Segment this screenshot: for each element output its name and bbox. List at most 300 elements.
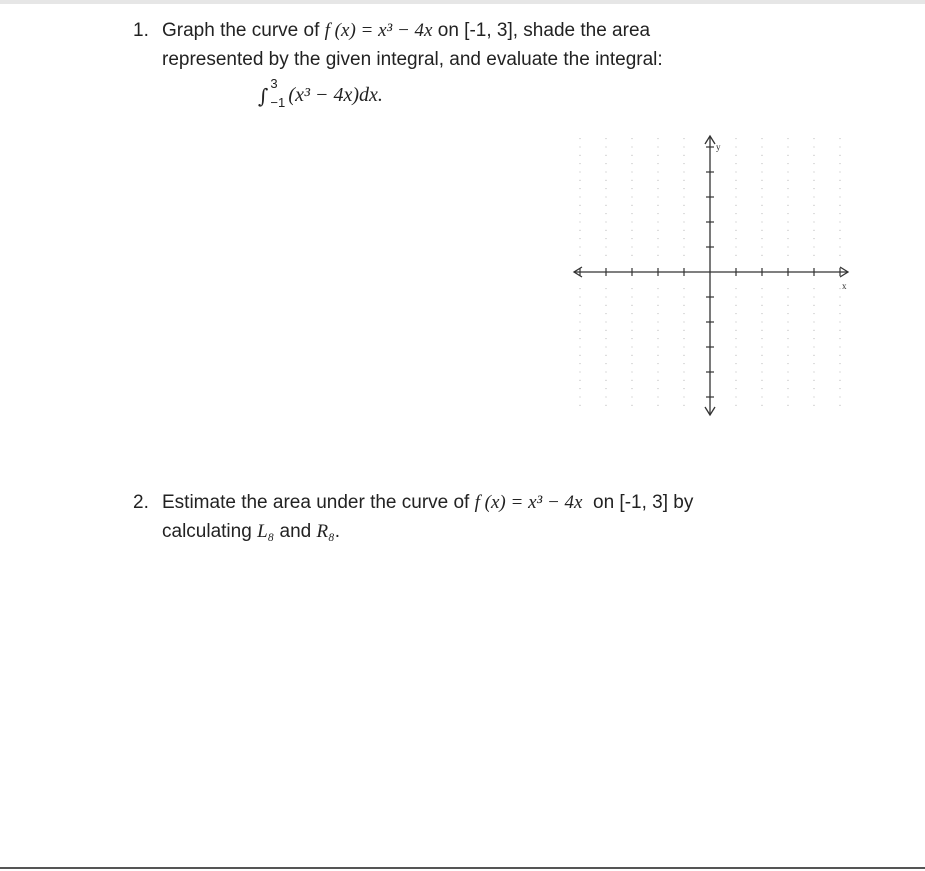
grid-dot [735, 146, 736, 147]
grid-dot [839, 338, 840, 339]
grid-dot [605, 163, 606, 164]
grid-dot [605, 171, 606, 172]
grid-dot [735, 221, 736, 222]
right-sum-symbol: R₈ [316, 521, 335, 542]
grid-dot [839, 405, 840, 406]
grid-dot [813, 196, 814, 197]
grid-dot [761, 355, 762, 356]
grid-dot [735, 388, 736, 389]
grid-dot [631, 380, 632, 381]
grid-dot [631, 188, 632, 189]
grid-dot [761, 196, 762, 197]
grid-dot [605, 138, 606, 139]
grid-dot [839, 196, 840, 197]
grid-dot [657, 313, 658, 314]
grid-dot [657, 371, 658, 372]
problem-1 [133, 16, 663, 74]
grid-dot [657, 346, 658, 347]
problem-1-suffix: on [-1, 3], shade the area [432, 20, 651, 41]
grid-dot [735, 346, 736, 347]
grid-dot [657, 180, 658, 181]
problem-1-number: 1. [133, 20, 149, 41]
axes [574, 136, 848, 415]
grid-dot [579, 196, 580, 197]
grid-dot [761, 238, 762, 239]
grid-dot [761, 288, 762, 289]
grid-dot [605, 355, 606, 356]
grid-dot [761, 363, 762, 364]
grid-dot [579, 146, 580, 147]
grid-dot [683, 188, 684, 189]
grid-dot [735, 238, 736, 239]
top-rule [0, 0, 925, 4]
grid-dot [657, 355, 658, 356]
grid-dot [631, 255, 632, 256]
grid-dot [787, 321, 788, 322]
grid-dot [735, 163, 736, 164]
grid-dot [683, 196, 684, 197]
grid-dot [631, 288, 632, 289]
grid-dot [813, 138, 814, 139]
grid-dot [735, 330, 736, 331]
grid-dot [813, 288, 814, 289]
grid-dot [735, 155, 736, 156]
grid-dot [735, 138, 736, 139]
grid-dot [657, 396, 658, 397]
grid-dot [605, 180, 606, 181]
grid-dot [631, 371, 632, 372]
problem-1-line-1 [162, 16, 663, 45]
grid-dot [787, 171, 788, 172]
problem-2-function: f (x) = x³ − 4x [474, 492, 583, 513]
grid-dot [787, 380, 788, 381]
grid-dot [657, 405, 658, 406]
y-axis-label: y [716, 142, 721, 152]
grid-dot [735, 213, 736, 214]
conjunction: and [274, 521, 317, 542]
x-axis-label: x [842, 281, 847, 291]
grid-dot [657, 230, 658, 231]
grid-dot [657, 171, 658, 172]
grid-dot [631, 363, 632, 364]
grid-dot [787, 355, 788, 356]
grid-dot [605, 188, 606, 189]
grid-dot [839, 163, 840, 164]
grid-dot [579, 296, 580, 297]
problem-2-prefix: Estimate the area under the curve of [162, 492, 475, 513]
grid-dot [683, 363, 684, 364]
grid-dot [605, 230, 606, 231]
grid-dot [839, 146, 840, 147]
grid-dot [735, 188, 736, 189]
grid-dot [813, 230, 814, 231]
grid-dot [605, 330, 606, 331]
grid-dot [657, 246, 658, 247]
grid-dot [787, 155, 788, 156]
problem-1-function: f (x) = x³ − 4x [324, 20, 433, 41]
grid-dot [579, 371, 580, 372]
grid-dot [657, 238, 658, 239]
grid-dot [657, 155, 658, 156]
grid-dot [683, 155, 684, 156]
grid-dot [605, 405, 606, 406]
grid-dot [813, 405, 814, 406]
grid-dot [761, 388, 762, 389]
grid-dot [683, 338, 684, 339]
grid-dot [579, 330, 580, 331]
grid-dot [787, 163, 788, 164]
grid-dot [761, 321, 762, 322]
grid-dot [579, 238, 580, 239]
grid-dot [761, 163, 762, 164]
grid-dot [657, 338, 658, 339]
grid-dot [839, 388, 840, 389]
grid-dot [683, 246, 684, 247]
grid-dot [813, 321, 814, 322]
grid-dot [813, 155, 814, 156]
grid-dot [683, 288, 684, 289]
grid-dot [683, 296, 684, 297]
grid-dot [761, 221, 762, 222]
grid-dot [605, 305, 606, 306]
grid-dot [787, 188, 788, 189]
grid-dot [605, 396, 606, 397]
grid-dot [605, 205, 606, 206]
grid-dot [579, 138, 580, 139]
grid-dot [761, 313, 762, 314]
grid-dot [579, 221, 580, 222]
grid-dot [605, 221, 606, 222]
grid-dot [631, 171, 632, 172]
grid-dot [813, 255, 814, 256]
grid-dot [839, 188, 840, 189]
grid-dot [839, 313, 840, 314]
problem-1-line-2: represented by the given integral, and evaluate the integral: [162, 49, 663, 70]
grid-dot [735, 288, 736, 289]
grid-dot [579, 363, 580, 364]
grid-dot [683, 313, 684, 314]
grid-dot [631, 388, 632, 389]
grid-dot [787, 238, 788, 239]
problem-2-line-2-prefix: calculating [162, 521, 258, 542]
grid-dot [579, 380, 580, 381]
grid-dot [735, 380, 736, 381]
grid-dot [631, 313, 632, 314]
grid-dot [761, 188, 762, 189]
grid-dot [787, 396, 788, 397]
grid-dot [813, 313, 814, 314]
grid-dot [761, 405, 762, 406]
grid-dot [605, 296, 606, 297]
grid-dot [761, 180, 762, 181]
grid-dot [787, 221, 788, 222]
grid-dot [683, 146, 684, 147]
grid-dot [683, 355, 684, 356]
grid-dot [605, 288, 606, 289]
grid-dot [761, 255, 762, 256]
grid-dot [605, 346, 606, 347]
grid-dot [839, 288, 840, 289]
grid-dot [787, 180, 788, 181]
grid-dot [735, 313, 736, 314]
grid-dot [813, 188, 814, 189]
grid-dot [605, 146, 606, 147]
grid-dot [761, 246, 762, 247]
grid-dot [631, 355, 632, 356]
grid-dot [579, 163, 580, 164]
grid-dot [839, 305, 840, 306]
grid-dot [579, 346, 580, 347]
grid-dot [813, 221, 814, 222]
grid-dot [683, 396, 684, 397]
grid-dot [579, 288, 580, 289]
grid-dot [761, 138, 762, 139]
integral-expression [258, 76, 383, 111]
grid-dot [787, 246, 788, 247]
grid-dot [839, 205, 840, 206]
grid-dot [683, 163, 684, 164]
grid-dot [683, 171, 684, 172]
grid-dot [657, 213, 658, 214]
grid-dot [683, 180, 684, 181]
grid-dot [813, 205, 814, 206]
grid-dot [839, 355, 840, 356]
grid-dot [761, 330, 762, 331]
grid-dot [605, 238, 606, 239]
grid-dot [657, 255, 658, 256]
problem-2-number: 2. [133, 492, 149, 513]
grid-dot [631, 330, 632, 331]
grid-dot [787, 196, 788, 197]
grid-dot [735, 355, 736, 356]
grid-dot [631, 213, 632, 214]
grid-dot [579, 321, 580, 322]
grid-dot [579, 246, 580, 247]
grid-dot [605, 321, 606, 322]
grid-dot [735, 205, 736, 206]
grid-dot [761, 371, 762, 372]
grid-dot [631, 221, 632, 222]
grid-dot [631, 230, 632, 231]
grid-dot [813, 213, 814, 214]
grid-dot [735, 371, 736, 372]
grid-dot [735, 255, 736, 256]
grid-dot [735, 180, 736, 181]
grid-dot [631, 296, 632, 297]
grid-dot [605, 313, 606, 314]
grid-dot [683, 380, 684, 381]
grid-dot [839, 246, 840, 247]
grid-dot [683, 346, 684, 347]
grid-dot [631, 396, 632, 397]
grid-dot [631, 305, 632, 306]
grid-dot [683, 213, 684, 214]
grid-dot [813, 163, 814, 164]
grid-dot [605, 196, 606, 197]
grid-dot [787, 371, 788, 372]
grid-dot [839, 321, 840, 322]
grid-dot [579, 388, 580, 389]
grid-dot [761, 305, 762, 306]
integrand: (x³ − 4x)dx. [288, 84, 383, 106]
grid-dot [787, 363, 788, 364]
grid-dot [657, 321, 658, 322]
grid-dot [839, 296, 840, 297]
grid-dot [839, 255, 840, 256]
grid-dot [657, 388, 658, 389]
grid-dot [839, 221, 840, 222]
grid-dot [839, 363, 840, 364]
grid-dot [735, 363, 736, 364]
grid-dot [839, 171, 840, 172]
grid-dot [657, 146, 658, 147]
grid-dot [787, 138, 788, 139]
problem-2-line-2 [162, 517, 693, 546]
grid-dot [683, 330, 684, 331]
grid-dot [813, 180, 814, 181]
grid-dot [683, 138, 684, 139]
grid-dot [657, 188, 658, 189]
grid-dot [761, 296, 762, 297]
problem-2-line-2-suffix: . [334, 521, 341, 542]
grid-dot [657, 205, 658, 206]
grid-dot [683, 321, 684, 322]
left-sum-symbol: L₈ [257, 521, 275, 542]
grid-dot [813, 305, 814, 306]
grid-dot [787, 388, 788, 389]
grid-dot [761, 213, 762, 214]
grid-dot [839, 138, 840, 139]
grid-dot [579, 396, 580, 397]
grid-dot [631, 238, 632, 239]
grid-dot [839, 180, 840, 181]
grid-dot [761, 346, 762, 347]
grid-dot [839, 238, 840, 239]
coordinate-grid [560, 130, 860, 420]
grid-dot [683, 371, 684, 372]
grid-dot [839, 346, 840, 347]
grid-dot [657, 138, 658, 139]
grid-dot [735, 296, 736, 297]
integral-limits [268, 76, 288, 111]
grid-dot [813, 246, 814, 247]
grid-dot [735, 230, 736, 231]
grid-dot [657, 196, 658, 197]
grid-dot [735, 321, 736, 322]
grid-dot [631, 205, 632, 206]
grid-dot [657, 363, 658, 364]
grid-dot [579, 313, 580, 314]
grid-dot [839, 380, 840, 381]
grid-dot [605, 363, 606, 364]
grid-dot [605, 380, 606, 381]
grid-dot [631, 346, 632, 347]
problem-1-prefix: Graph the curve of [162, 20, 325, 41]
grid-dot [787, 305, 788, 306]
grid-dot [631, 138, 632, 139]
grid-dot [605, 371, 606, 372]
grid-dot [683, 238, 684, 239]
grid-dot [813, 296, 814, 297]
grid-dot [683, 305, 684, 306]
grid-dot [813, 171, 814, 172]
grid-dot [579, 230, 580, 231]
grid-dot [761, 230, 762, 231]
grid-dot [813, 238, 814, 239]
grid-dot [683, 388, 684, 389]
grid-dot [683, 405, 684, 406]
grid-dot [787, 405, 788, 406]
grid-dot [657, 296, 658, 297]
grid-dot [631, 405, 632, 406]
bottom-rule [0, 867, 925, 869]
grid-dot [631, 338, 632, 339]
grid-dot [813, 330, 814, 331]
grid-dot [735, 246, 736, 247]
grid-dot [657, 288, 658, 289]
problem-2-line-1 [162, 488, 693, 517]
grid-dot [605, 155, 606, 156]
grid-dot [787, 330, 788, 331]
grid-dot [631, 196, 632, 197]
grid-dot [787, 205, 788, 206]
grid-dot [735, 338, 736, 339]
grid-dot [787, 230, 788, 231]
grid-dot [813, 363, 814, 364]
grid-dot [579, 188, 580, 189]
grid-dot [631, 321, 632, 322]
grid-dot [631, 155, 632, 156]
grid-dot [735, 396, 736, 397]
grid-dot [579, 213, 580, 214]
grid-dot [579, 255, 580, 256]
grid-dot [683, 230, 684, 231]
grid-dot [579, 171, 580, 172]
grid-dot [787, 338, 788, 339]
grid-dot [761, 205, 762, 206]
grid-dot [761, 338, 762, 339]
grid-dot [605, 388, 606, 389]
grid-dot [579, 180, 580, 181]
lower-limit: −1 [270, 95, 286, 111]
grid-dot [761, 146, 762, 147]
grid-dot [657, 221, 658, 222]
grid-dot [605, 246, 606, 247]
grid-dot [579, 305, 580, 306]
grid-dot [579, 355, 580, 356]
grid-dot [787, 146, 788, 147]
grid-dot [787, 296, 788, 297]
grid-dot [839, 396, 840, 397]
grid-dot [813, 380, 814, 381]
grid-dot [787, 255, 788, 256]
grid-dot [735, 405, 736, 406]
grid-dot [813, 355, 814, 356]
grid-dot [657, 380, 658, 381]
integral-sign: ∫ [258, 84, 269, 108]
grid-dot [839, 371, 840, 372]
grid-dot [839, 230, 840, 231]
grid-dot [787, 213, 788, 214]
grid-dot [579, 205, 580, 206]
grid-dot [605, 255, 606, 256]
grid-dot [813, 146, 814, 147]
grid-dot [813, 338, 814, 339]
grid-dot [839, 213, 840, 214]
grid-dot [631, 163, 632, 164]
grid-dot [787, 346, 788, 347]
grid-dot [735, 196, 736, 197]
